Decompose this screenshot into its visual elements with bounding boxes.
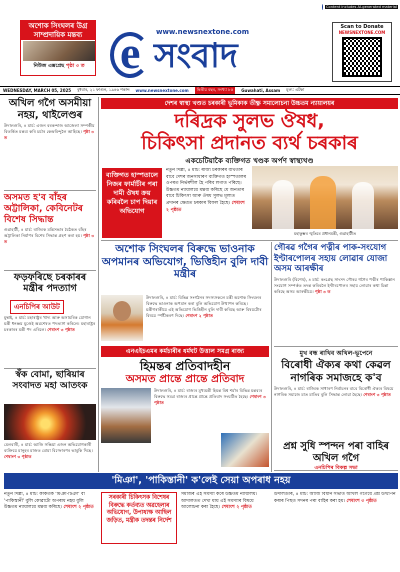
qr-code-icon[interactable] xyxy=(342,37,382,77)
right-col-rule xyxy=(271,242,272,472)
person-silhouette-icon xyxy=(310,176,336,229)
more-link[interactable]: শেষাংশ ৩ পৃষ্ঠাত xyxy=(363,392,391,397)
story-kicker: মুখ বন্ধ ৰাখিব অখিল-ভূপেনে xyxy=(299,350,373,357)
story-singhal[interactable] xyxy=(101,243,269,343)
story-body xyxy=(146,295,269,341)
story-body-text: উদালগুৰি, ৪ মাৰ্চ: ৰাজ্যিক সাধাৰণ নিৰ্বাচনৰ বাবে বিৰোধী ঐক্যৰ বিষয়ে নাগৰিক সমাজে মাত মাতিব বুলি সিদ্ধান্ত লোৱা হৈছে। xyxy=(274,386,394,397)
bottom-col-1[interactable] xyxy=(4,492,96,570)
fire-photo xyxy=(4,404,96,440)
story-headline: ফড়ফৰিছে চৰকাৰৰ মন্ত্ৰীৰ পদত্যাগ xyxy=(13,272,87,294)
story-body xyxy=(4,315,96,353)
story-minister-resign[interactable] xyxy=(4,272,96,368)
lead-headline-line-2: চিকিৎসা প্ৰদানত ব্যৰ্থ চৰকাৰ xyxy=(141,132,358,154)
dateline-vol: দ্বিতীয় বছৰ, সংখ্যা ৮৫ xyxy=(196,87,234,92)
date-en: WEDNESDAY, MARCH 05, 2025 xyxy=(3,88,72,93)
person-silhouette-icon xyxy=(272,180,294,229)
masthead xyxy=(0,0,400,86)
story-body xyxy=(4,123,96,165)
more-link[interactable]: শেষাংশ ৩ পৃষ্ঠাত xyxy=(346,498,377,504)
more-link[interactable]: শেষাংশ ৩ পৃষ্ঠাত xyxy=(154,394,266,405)
singhal-photo xyxy=(101,295,143,341)
bottom-col-1-text: নতুন দিল্লী, ৪ মাৰ্চ: কাকতক 'মিঞা-টিঞা' বা 'পাকিস্তানী' বুলি কোৱাটো অপৰাধ নহয় বুলি উচ্চতম ন্যায়ালয়ে মন্তব্য কৰিছে। xyxy=(4,492,85,511)
donate-site: NEWSNEXTONE.COM xyxy=(338,30,386,35)
rule xyxy=(4,368,96,369)
more-link[interactable]: শেষাংশ ৩ পৃষ্ঠাত xyxy=(4,454,32,459)
story-body xyxy=(154,388,269,432)
story-headline: গৌৰৱ গগৈৰ পত্নীৰ পাক-সংযোগ ইণ্টাৰপোলৰ সহায় লোৱাৰ যোজা অসম আৰক্ষীৰ xyxy=(274,243,388,274)
dateline xyxy=(0,86,400,95)
story-body xyxy=(4,442,96,472)
ai-badge-icon xyxy=(322,4,323,10)
story-body xyxy=(274,277,398,325)
lead-headline[interactable] xyxy=(101,110,398,154)
rule xyxy=(4,190,96,191)
bottom-col-3[interactable] xyxy=(181,492,269,570)
logo xyxy=(108,24,338,82)
story-headline: অশোক সিংঘলৰ বিৰুদ্ধে ভাওনাক অপমানৰ অভিযোগ, ভিত্তিহীন বুলি দাবী মন্ত্ৰীৰ xyxy=(101,243,269,280)
left-col-rule xyxy=(98,97,99,472)
story-gaurav-gogoi[interactable] xyxy=(274,243,398,346)
person-silhouette-icon xyxy=(352,182,374,229)
top-left-teaser-box[interactable] xyxy=(20,20,96,76)
dateline-site: www.newsnextone.com xyxy=(135,88,189,93)
lead-headline-line-1: দৰিদ্ৰক সুলভ ঔষধ, xyxy=(174,110,325,132)
donate-title: Scan to Donate xyxy=(340,24,384,30)
top-left-sub xyxy=(21,63,97,71)
more-link[interactable]: পৃষ্ঠা ৩ ত xyxy=(4,129,95,140)
lead-body-text: নতুন দিল্লী, ৪ মাৰ্চ: ৰাজ্য চৰকাৰৰ ব্যৰ্থতাৰ বাবে দেশৰ জনসাধাৰণ ব্যক্তিগত হাস্পতালৰ ওপৰত নিৰ্ভৰশীল হৈ পৰিব লগাত পৰিছে। উচ্চতম ন্যায়ালয়ে মন্তব্য কৰিছে যে জনতাৰ বাবে চিকিৎসা আৰু ঔষধ সুলভ মূল্যত প্ৰদানৰ ক্ষেত্ৰত চৰকাৰ বিফল হৈছে। xyxy=(166,168,247,206)
more-link[interactable]: পৃষ্ঠা ৩ ত xyxy=(4,233,95,244)
story-opposition-unity[interactable] xyxy=(274,348,398,440)
story-body-text: উদালগুৰি, ৪ মাৰ্চ: ৰাজ্যৰ মুখ্যমন্ত্ৰী হিমন্ত বিশ্ব শৰ্মাৰ বিভিন্ন মন্তব্যৰ বিৰুদ্ধে সমগ্ৰ ৰাজ্যৰ প্ৰান্তে প্ৰান্তে প্ৰতিবাদ সংঘটিত হৈছে। xyxy=(154,388,263,399)
person-head-icon xyxy=(113,301,131,321)
miyan-headline[interactable]: 'মিঞা', 'পাকিস্তানী' ক'লেই সেয়া অপৰাধ নহয় xyxy=(4,473,398,489)
story-headline: অখিল গগৈ অসমীয়া নহয়, থাইলেণ্ডৰ xyxy=(8,98,92,121)
more-link[interactable]: শেষাংশ ৩ পৃষ্ঠাত xyxy=(47,327,75,332)
story-body-text: গুৱাহাটী, ৪ মাৰ্চ: ৰাজ্যিক মন্ত্ৰিসভাৰ বৈঠকত বাঁহৰ অট্টালিকা নিৰ্মাণৰ বিশেষ সিদ্ধান্ত গ্ৰহণ কৰা হয়। xyxy=(4,227,87,238)
more-link[interactable]: শেষাংশ ২ পৃষ্ঠাত xyxy=(185,313,213,318)
rule xyxy=(274,346,398,347)
dateline-price: মূল্য: এটকা xyxy=(286,87,305,92)
top-left-more[interactable]: পৃষ্ঠা ৩ ত xyxy=(65,63,85,69)
story-headline: স্বঁক বোমা, ছাৰিয়াৰ সংবাদত মহা আতংক xyxy=(12,370,88,391)
lead-photo-caption: মহাকুম্ভৰ স্মৃতিৰে প্ৰধানমন্ত্ৰী, গুৱাহাটীত xyxy=(294,231,356,236)
top-left-sub-text: নিউজ এক্সপ্ৰেছ xyxy=(33,63,65,69)
story-bamboo-building[interactable] xyxy=(4,192,96,270)
story-body xyxy=(274,386,398,422)
story-tag: এনচিপিৰ বিকল্প সভা xyxy=(314,465,358,471)
story-headline: অসমত হ'ব বাঁহৰ অট্টালিকা, কেবিনেটৰ বিশেষ সিদ্ধান্ত xyxy=(4,192,83,225)
story-subhead: অসমত প্ৰান্তে প্ৰান্তে প্ৰতিবাদ xyxy=(125,373,245,385)
story-bomb-threat[interactable] xyxy=(4,370,96,472)
lead-banner[interactable]: দেশৰ স্বাস্থ্য খণ্ডত চৰকাৰী ভূমিকাক তীক্ষ্ণ সমালোচনা উচ্চতম ন্যায়ালয়ৰ xyxy=(101,98,398,109)
content-badge-text: Content includes AI-generated material xyxy=(326,5,397,9)
top-left-photo xyxy=(23,41,95,61)
bottom-col-3-text: সমাজৰ এই সমস্যা কৰে উচ্চতম ন্যায়ালয়। আদালতত দেখা যায় এই সমস্যাৰ বিষয়ে আলোচনা কৰা হৈছে। xyxy=(181,492,258,511)
bottom-box[interactable]: সৰকাৰী চিকিৎসক বিশেষৰ বিৰুদ্ধে কৰ্তব্যত অৱহেলাৰ অভিযোগ, উপাধ্যক্ষ আছিল জড়িত, মন্ত্ৰীক তদন্তৰ নিৰ্দেশ xyxy=(101,492,177,544)
story-body-text: উদালগুৰি (বিশেষ), ৪ মাৰ্চ: কংগ্ৰেছ সাংসদ গৌৰৱ গগৈৰ পত্নীৰ পাকিস্তান সংযোগ সম্পৰ্কত তদন্ত কৰিবলৈ ইণ্টাৰপোলৰ সহায় লোৱাৰ কথা চিন্তা কৰিছে অসম আৰক্ষীয়ে। xyxy=(274,276,395,294)
website-url[interactable]: www.newsnextone.com xyxy=(156,28,250,36)
more-link[interactable]: শেষাংশ ২ পৃষ্ঠাত xyxy=(221,505,252,511)
bottom-col-4[interactable] xyxy=(274,492,398,570)
donate-box[interactable] xyxy=(332,22,392,82)
nhm-strike-bar[interactable]: এনএইচএমৰ কৰ্মচাৰীৰ ধৰ্মঘট উত্তাল সমগ্ৰ ৰাজ্য xyxy=(101,346,269,357)
story-akhil-expelled[interactable] xyxy=(274,441,398,471)
story-himanta[interactable] xyxy=(101,359,269,469)
lead-photo xyxy=(252,166,398,229)
rule xyxy=(101,240,398,241)
story-headline: হিমন্তৰ প্ৰতিবাদহীন xyxy=(139,359,231,373)
lead-body xyxy=(166,168,248,238)
dateline-place: Guwahati, Assam xyxy=(241,88,281,93)
story-body-text: মুম্বাই, ৪ মাৰ্চ: মহাৰাষ্ট্ৰৰ খাদ্য আৰু অসামৰিক যোগান মন্ত্ৰী ধনঞ্জয় মুণ্ডেই অৱশেষত পদত্যাগ কৰিলে। মহাৰাষ্ট্ৰৰ চৰকাৰৰ মন্ত্ৰী পদ এৰিলে। xyxy=(4,315,96,332)
lead-subhead: একচেটিয়াকৈ ব্যক্তিগত খণ্ডক অৰ্পণ স্বাস্থ্যখণ্ড xyxy=(185,156,314,165)
story-akhil-thailand[interactable] xyxy=(4,98,96,190)
story-body xyxy=(4,227,96,255)
date-as: বুধবাৰ, ২১ ফাগুন, ১৯৪৬ শকাব্দ xyxy=(77,87,130,92)
logo-text: সংবাদ xyxy=(154,36,238,76)
more-link[interactable]: পৃষ্ঠা ৩ ত xyxy=(314,288,331,294)
bottom-col-4-text: উদালগুৰি, ৪ মাৰ্চ: আজি বিধান সভাত অখিল গগৈয়ে প্ৰশ্ন উত্থাপন কৰাৰ পিছত সদনৰ পৰা বাহিৰ কৰা হয়। xyxy=(274,492,396,504)
logo-e: e xyxy=(120,27,141,78)
story-body-text: উদালগুৰি, ৪ মাৰ্চ: বিভিন্ন সংগঠনৰ সদস্যসকলে মন্ত্ৰী অশোক সিংঘলৰ বিৰুদ্ধে ভাওনাক অপমান কৰা বুলি অভিযোগ উত্থাপন কৰিছে। মন্ত্ৰীগৰাকীয়ে এই অভিযোগ ভিত্তিহীন বুলি দাবী কৰিছে আৰু বিষয়টোৰ বিষয়ে স্পষ্টীকৰণ দিছে। xyxy=(146,295,262,318)
content-badge xyxy=(322,3,398,11)
lead-more-link[interactable]: শেষাংশ ২ পৃষ্ঠাত xyxy=(166,200,245,213)
story-headline: বিৰোধী ঐক্যৰ কথা কেৱল নাগৰিক সমাজহে ক'ব xyxy=(281,359,391,384)
story-headline: প্ৰশ্ন সুধি স্পন্দন পৰা বাহিৰ অখিল গগৈ xyxy=(283,441,389,464)
himanta-photo xyxy=(101,388,151,443)
more-link[interactable]: শেষাংশ ২ পৃষ্ঠাত xyxy=(63,505,94,511)
story-tag: এনচিপিৰ আউট xyxy=(10,300,64,314)
story-body-text: উদালগুৰি, ৪ মাৰ্চ: এজন বৰকন্দাজ আজেলা সম্পৰ্কীয় বিতৰ্কিত মন্তব্য কৰি চৰ্চাৰ কেন্দ্ৰবিন্দুলৈ আহিছে। xyxy=(4,123,95,134)
top-left-headline: অশোক সিংঘলৰ উগ্ৰ সাম্প্ৰদায়িক মন্তব্য xyxy=(21,21,95,40)
story-body-text: মেলবাৰী, ৪ মাৰ্চ: আজি সন্ধিয়া এজন অভিযোগকাৰী ব্যক্তিয়ে মানুহৰ মাজত বোমা বিস্ফোৰণৰ ভাবুকি দিছে। xyxy=(4,442,93,453)
protest-photo xyxy=(221,433,269,467)
lead-callout: ব্যক্তিগত হাস্পতালে নিজৰ ফাৰ্মাচীৰ পৰা দামী ঔষধ ক্ৰয় কৰিবলৈ চাপ দিয়াৰ অভিযোগ xyxy=(102,168,162,238)
rule xyxy=(4,270,96,271)
